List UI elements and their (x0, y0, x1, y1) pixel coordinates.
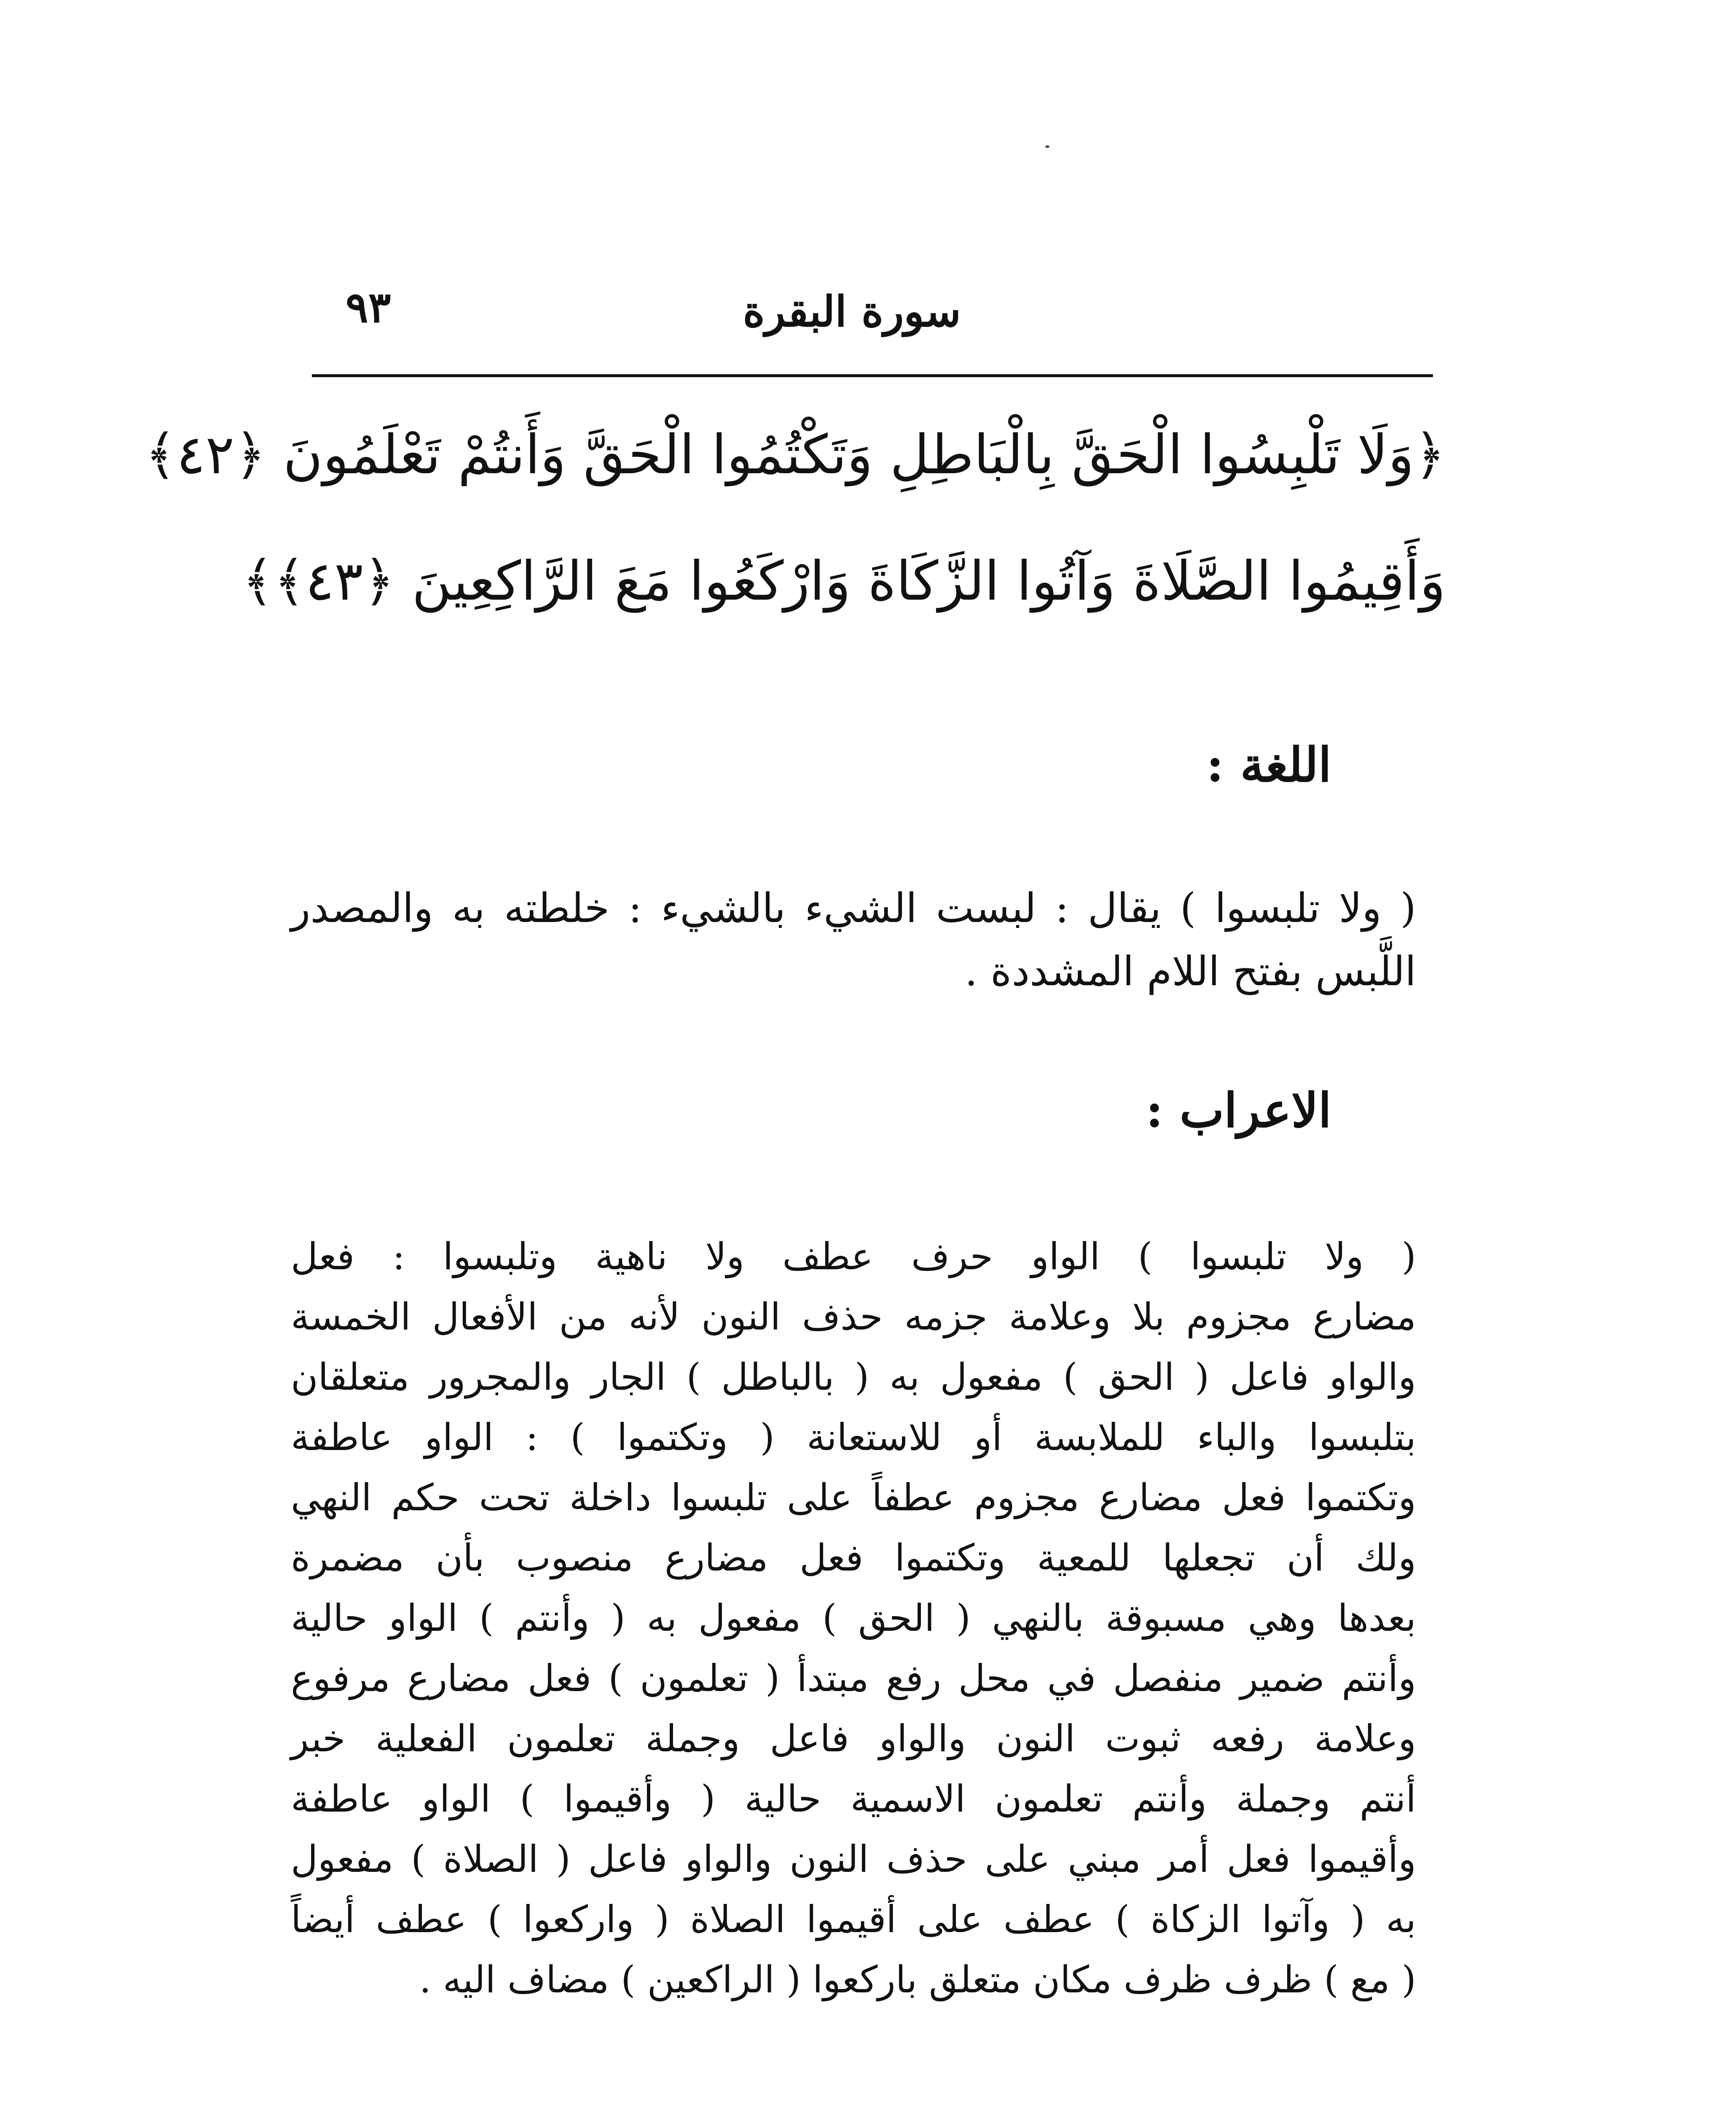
irab-text (291, 1226, 1416, 2010)
text-line: وأقيموا فعل أمر مبني على حذف النون والواو فاعل ( الصلاة ) مفعول (291, 1837, 1416, 1881)
text-line: وعلامة رفعه ثبوت النون والواو فاعل وجملة تعلمون الفعلية خبر (291, 1717, 1416, 1760)
text-line: ( ولا تلبسوا ) الواو حرف عطف ولا ناهية وتلبسوا : فعل (291, 1235, 1416, 1278)
surah-title: سورة البقرة (743, 287, 961, 336)
text-line: ( مع ) ظرف ظرف مكان متعلق باركعوا ( الراكعين ) مضاف اليه . (419, 1958, 1416, 2001)
text-line: مضارع مجزوم بلا وعلامة جزمه حذف النون لأنه من الأفعال الخمسة (291, 1295, 1416, 1338)
text-line: والواو فاعل ( الحق ) مفعول به ( بالباطل ) الجار والمجرور متعلقان (291, 1355, 1416, 1399)
scan-speck (1045, 145, 1049, 148)
section-heading-lugha: اللغة : (1206, 737, 1331, 793)
verse-line-2: وَأَقِيمُوا الصَّلَاةَ وَآتُوا الزَّكَاةَ وَارْكَعُوا مَعَ الرَّاكِعِينَ ﴿٤٣﴾﴾ (242, 550, 1446, 613)
text-line: وأنتم ضمير منفصل في محل رفع مبتدأ ( تعلمون ) فعل مضارع مرفوع (291, 1657, 1416, 1700)
text-line: به ( وآتوا الزكاة ) عطف على أقيموا الصلاة ( واركعوا ) عطف أيضاً (291, 1898, 1416, 1941)
verse-line-1: ﴿وَلَا تَلْبِسُوا الْحَقَّ بِالْبَاطِلِ وَتَكْتُمُوا الْحَقَّ وَأَنتُمْ تَعْلَمُونَ ﴿٤٢﴾ (145, 424, 1446, 486)
page-header (312, 270, 1433, 346)
text-line: بعدها وهي مسبوقة بالنهي ( الحق ) مفعول به ( وأنتم ) الواو حالية (291, 1596, 1416, 1640)
text-line: اللَّبس بفتح اللام المشددة . (965, 948, 1416, 995)
quran-verses (145, 392, 1446, 645)
text-line: بتلبسوا والباء للملابسة أو للاستعانة ( وتكتموا ) : الواو عاطفة (291, 1415, 1416, 1459)
text-line: وتكتموا فعل مضارع مجزوم عطفاً على تلبسوا داخلة تحت حكم النهي (291, 1476, 1416, 1519)
header-rule (312, 374, 1433, 377)
text-line: ولك أن تجعلها للمعية وتكتموا فعل مضارع منصوب بأن مضمرة (291, 1536, 1416, 1579)
text-line: ( ولا تلبسوا ) يقال : لبست الشيء بالشيء : خلطته به والمصدر (291, 885, 1416, 932)
page-number: ٩٣ (346, 282, 391, 332)
lugha-text (291, 877, 1416, 1003)
text-line: أنتم وجملة وأنتم تعلمون الاسمية حالية ( وأقيموا ) الواو عاطفة (291, 1777, 1416, 1820)
section-heading-irab: الاعراب : (1146, 1083, 1331, 1138)
